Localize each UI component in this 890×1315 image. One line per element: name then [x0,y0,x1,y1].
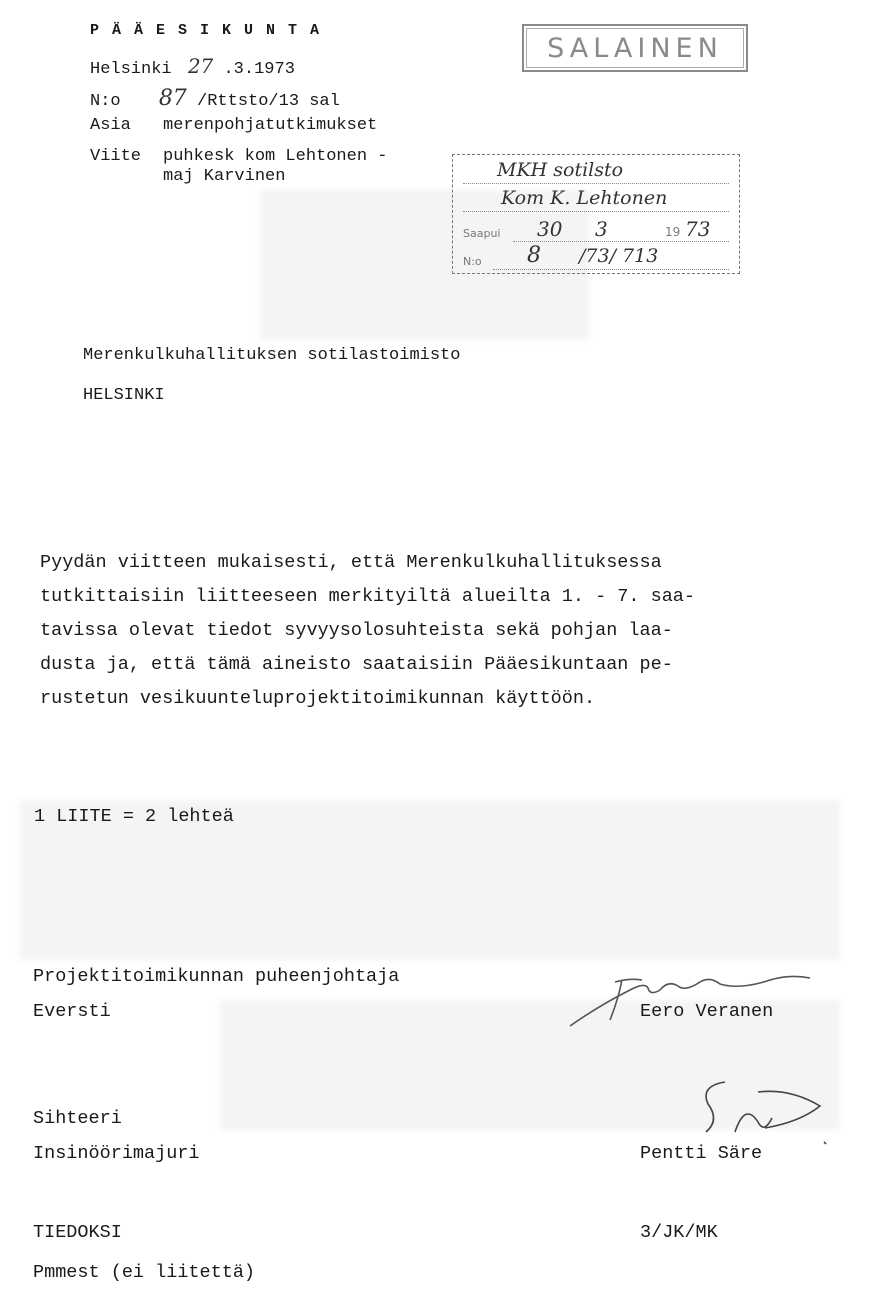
subject-label: Asia [90,116,131,135]
place-label: Helsinki [90,60,172,79]
signer-2-title: Sihteeri [33,1108,122,1129]
received-rule-1 [463,183,729,184]
recipient-name: Merenkulkuhallituksen sotilastoimisto [83,346,461,365]
number-rest: /Rttsto/13 sal [197,92,340,111]
number-label: N:o [90,92,121,111]
signer-1-name: Eero Veranen [640,1001,774,1022]
signer-1-rank: Eversti [33,1001,111,1022]
year-suffix: 73 [685,217,711,241]
reference-code: 3/JK/MK [640,1222,718,1243]
date-line [90,54,295,79]
body-line: tavissa olevat tiedot syvyysolosuhteista sekä pohjan laa- [40,620,673,641]
attachment-note: 1 LIITE = 2 lehteä [34,806,234,827]
number-line [90,86,340,111]
received-rule-2 [463,211,729,212]
reference-line-2: maj Karvinen [163,167,286,186]
org-name: P Ä Ä E S I K U N T A [90,22,322,39]
body-line: dusta ja, että tämä aineisto saataisiin Pääesikuntaan pe- [40,654,673,675]
received-number-label: N:o [463,255,482,268]
body-line: rustetun vesikuunteluprojektitoimikunnan käyttöön. [40,688,596,709]
date-rest: .3.1973 [223,60,295,79]
signature-2-scribble [640,1062,840,1152]
received-number-tail: /73/ 713 [579,245,659,267]
signer-1-title: Projektitoimikunnan puheenjohtaja [33,966,400,987]
arrived-day: 30 [537,217,563,241]
signer-2-rank: Insinöörimajuri [33,1143,200,1164]
received-rule-4 [493,269,729,270]
recipient-city: HELSINKI [83,386,165,405]
arrived-month: 3 [595,217,608,241]
classification-stamp: SALAINEN [522,24,748,72]
date-day-handwritten: 27 [187,54,214,78]
reference-line-1: puhkesk kom Lehtonen - [163,147,388,166]
received-rule-3 [513,241,729,242]
body-line: Pyydän viitteen mukaisesti, että Merenkulkuhallituksessa [40,552,662,573]
signer-2-name: Pentti Säre [640,1143,763,1164]
distribution-label: TIEDOKSI [33,1222,122,1243]
arrived-label: Saapui [463,227,501,240]
letter-body [40,546,695,716]
year-prefix: 19 [665,225,681,239]
number-handwritten: 87 [158,86,187,111]
received-number-value: 8 [527,243,541,268]
subject-value: merenpohjatutkimukset [163,116,378,135]
body-line: tutkittaisiin liitteeseen merkityiltä alueilta 1. - 7. saa- [40,586,696,607]
received-handwritten-1: MKH sotilsto [497,159,624,181]
received-stamp [452,154,740,274]
distribution-value: Pmmest (ei liitettä) [33,1262,256,1283]
reference-label: Viite [90,147,142,166]
received-handwritten-2: Kom K. Lehtonen [501,187,668,209]
